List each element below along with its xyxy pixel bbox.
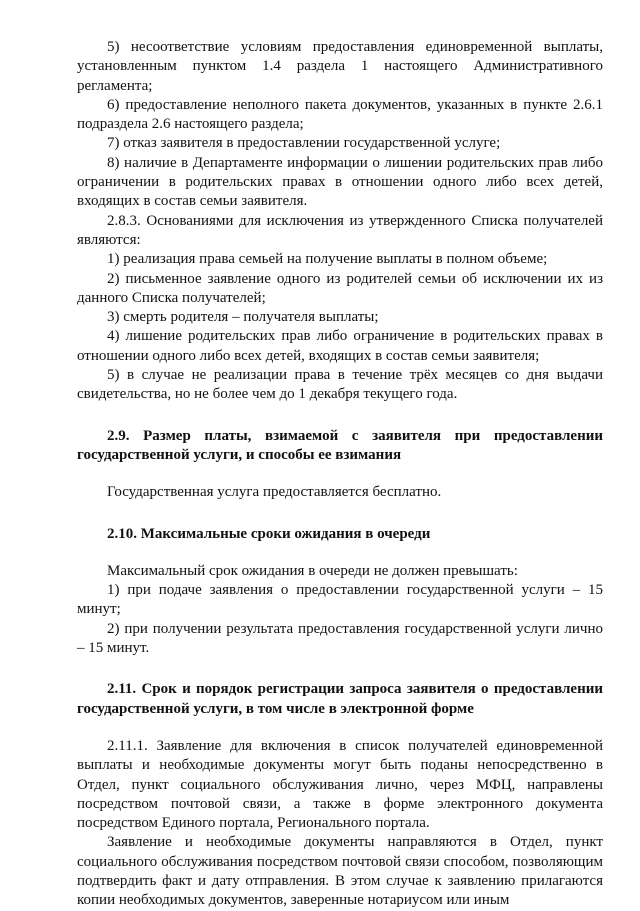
list-item: 4) лишение родительских прав либо ограничение в родительских правах в отношении одного либо всех детей, входящих в состав семьи заявителя; [77, 328, 603, 364]
list-item: 8) наличие в Департаменте информации о лишении родительских прав либо ограничении в родительских правах в отношении одного либо всех детей, входящих в состав семьи заявителя. [77, 154, 603, 210]
list-item: 3) смерть родителя – получателя выплаты; [107, 309, 379, 326]
section-2-8-3-intro: 2.8.3. Основаниями для исключения из утвержденного Списка получателей являются: [77, 212, 603, 248]
section-2-11-paragraph: 2.11.1. Заявление для включения в список получателей единовременной выплаты и необходимые документы могут быть поданы непосредственно в Отдел, пункт социального обслуживания лично, через МФЦ, направлены посредством почтовой связи, а также в форме электронного документа посредством Единого портала, Регионального портала. [77, 737, 603, 832]
list-item: 2) письменное заявление одного из родителей семьи об исключении их из данного Списка получателей; [77, 270, 603, 306]
section-heading-2-9: 2.9. Размер платы, взимаемой с заявителя при предоставлении государственной услуги, и способы ее взимания [77, 427, 603, 463]
section-2-10-intro: Максимальный срок ожидания в очереди не должен превышать: [107, 562, 518, 579]
section-heading-2-11: 2.11. Срок и порядок регистрации запроса заявителя о предоставлении государственной услуги, в том числе в электронной форме [77, 681, 603, 717]
list-item: 7) отказ заявителя в предоставлении государственной услуге; [107, 135, 501, 152]
document-page [77, 38, 603, 911]
section-2-11-paragraph: Заявление и необходимые документы направляются в Отдел, пункт социального обслуживания посредством почтовой связи способом, позволяющим подтвердить факт и дату отправления. В этом случае к заявлению прилагаются копии необходимых документов, заверенные нотариусом или иным [77, 834, 603, 909]
section-2-9-text: Государственная услуга предоставляется бесплатно. [107, 484, 442, 501]
list-item: 1) реализация права семьей на получение выплаты в полном объеме; [107, 251, 548, 268]
section-heading-2-10: 2.10. Максимальные сроки ожидания в очереди [107, 525, 431, 542]
list-item: 2) при получении результата предоставления государственной услуги лично – 15 минут. [77, 620, 603, 657]
list-item: 5) в случае не реализации права в течение трёх месяцев со дня выдачи свидетельства, но не более чем до 1 декабря текущего года. [77, 367, 603, 403]
list-item: 6) предоставление неполного пакета документов, указанных в пункте 2.6.1 подраздела 2.6 настоящего раздела; [77, 96, 603, 133]
list-item: 5) несоответствие условиям предоставления единовременной выплаты, установленным пунктом 1.4 раздела 1 настоящего Административного регламента; [77, 39, 603, 94]
list-item: 1) при подаче заявления о предоставлении государственной услуги – 15 минут; [77, 582, 603, 618]
